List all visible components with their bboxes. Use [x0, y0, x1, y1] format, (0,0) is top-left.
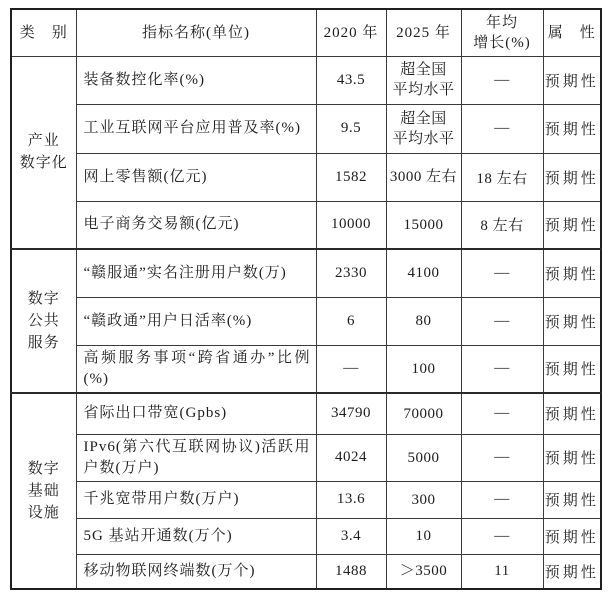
- indicator-name-cell: 高频服务事项“跨省通办”比例(%): [76, 345, 316, 393]
- attribute-cell: 预期性: [543, 345, 601, 393]
- growth-cell: —: [461, 481, 543, 518]
- value-2025-cell: 80: [386, 297, 461, 345]
- header-growth-line1: 年均: [485, 14, 518, 31]
- value-2025-cell: 超全国 平均水平: [386, 104, 461, 153]
- value-2020-cell: 6: [316, 297, 386, 345]
- value-2025-cell: 300: [386, 481, 461, 518]
- table-row: [11, 249, 601, 297]
- attribute-cell: 预期性: [543, 481, 601, 518]
- growth-cell: —: [461, 393, 543, 434]
- category-cell-digital-public-services: 数字 公共 服务: [11, 249, 76, 393]
- attribute-cell: 预期性: [543, 104, 601, 153]
- attribute-cell: 预期性: [543, 554, 601, 589]
- indicator-name-cell: 5G 基站开通数(万个): [76, 518, 316, 554]
- attribute-cell: 预期性: [543, 297, 601, 345]
- growth-cell: —: [461, 518, 543, 554]
- attribute-cell: 预期性: [543, 153, 601, 201]
- table-row: [11, 518, 601, 554]
- value-2020-cell: 3.4: [316, 518, 386, 554]
- growth-cell: —: [461, 297, 543, 345]
- table-row: [11, 104, 601, 153]
- value-2025-cell: 70000: [386, 393, 461, 434]
- header-row: [11, 9, 601, 56]
- value-2025-cell: 4100: [386, 249, 461, 297]
- table-row: [11, 153, 601, 201]
- value-2025-cell: 15000: [386, 201, 461, 249]
- header-cell-indicator: 指标名称(单位): [76, 9, 316, 56]
- value-2020-cell: 1582: [316, 153, 386, 201]
- header-growth-line2: 增长(%): [473, 34, 531, 51]
- indicator-name-cell: 省际出口带宽(Gpbs): [76, 393, 316, 434]
- indicator-name-cell: 装备数控化率(%): [76, 56, 316, 104]
- header-cell-2020: 2020 年: [316, 9, 386, 56]
- value-2020-cell: 43.5: [316, 56, 386, 104]
- growth-cell: —: [461, 56, 543, 104]
- table-row: [11, 434, 601, 481]
- value-2025-cell: 10: [386, 518, 461, 554]
- table-row: [11, 345, 601, 393]
- indicator-name-cell: “赣服通”实名注册用户数(万): [76, 249, 316, 297]
- growth-cell: 8 左右: [461, 201, 543, 249]
- table-row: [11, 554, 601, 589]
- growth-cell: —: [461, 249, 543, 297]
- value-2025-cell: ＞3500: [386, 554, 461, 589]
- header-cell-2025: 2025 年: [386, 9, 461, 56]
- value-2020-cell: 9.5: [316, 104, 386, 153]
- indicator-name-cell: 电子商务交易额(亿元): [76, 201, 316, 249]
- growth-cell: —: [461, 345, 543, 393]
- value-2020-cell: —: [316, 345, 386, 393]
- value-2020-cell: 4024: [316, 434, 386, 481]
- category-cell-industry-digitalization: 产业 数字化: [11, 56, 76, 249]
- indicator-name-cell: 移动物联网终端数(万个): [76, 554, 316, 589]
- attribute-cell: 预期性: [543, 249, 601, 297]
- indicator-name-cell: IPv6(第六代互联网协议)活跃用户数(万户): [76, 434, 316, 481]
- attribute-cell: 预期性: [543, 393, 601, 434]
- indicator-name-cell: 网上零售额(亿元): [76, 153, 316, 201]
- indicator-name-cell: “赣政通”用户日活率(%): [76, 297, 316, 345]
- value-2020-cell: 2330: [316, 249, 386, 297]
- value-2025-cell: 3000 左右: [386, 153, 461, 201]
- value-2020-cell: 34790: [316, 393, 386, 434]
- value-2025-cell: 超全国 平均水平: [386, 56, 461, 104]
- growth-cell: 11: [461, 554, 543, 589]
- value-2020-cell: 13.6: [316, 481, 386, 518]
- growth-cell: —: [461, 434, 543, 481]
- table-row: [11, 201, 601, 249]
- value-2025-cell: 100: [386, 345, 461, 393]
- value-2020-cell: 10000: [316, 201, 386, 249]
- table-row: [11, 393, 601, 434]
- category-cell-digital-infrastructure: 数字 基础 设施: [11, 393, 76, 589]
- value-2025-cell: 5000: [386, 434, 461, 481]
- indicators-table: [10, 8, 602, 590]
- header-cell-growth: [461, 9, 543, 56]
- table-row: [11, 481, 601, 518]
- attribute-cell: 预期性: [543, 518, 601, 554]
- attribute-cell: 预期性: [543, 201, 601, 249]
- indicator-name-cell: 工业互联网平台应用普及率(%): [76, 104, 316, 153]
- table-row: [11, 297, 601, 345]
- indicator-name-cell: 千兆宽带用户数(万户): [76, 481, 316, 518]
- growth-cell: 18 左右: [461, 153, 543, 201]
- value-2020-cell: 1488: [316, 554, 386, 589]
- header-cell-attribute: 属 性: [543, 9, 601, 56]
- table-row: [11, 56, 601, 104]
- header-cell-category: 类 别: [11, 9, 76, 56]
- attribute-cell: 预期性: [543, 56, 601, 104]
- growth-cell: —: [461, 104, 543, 153]
- attribute-cell: 预期性: [543, 434, 601, 481]
